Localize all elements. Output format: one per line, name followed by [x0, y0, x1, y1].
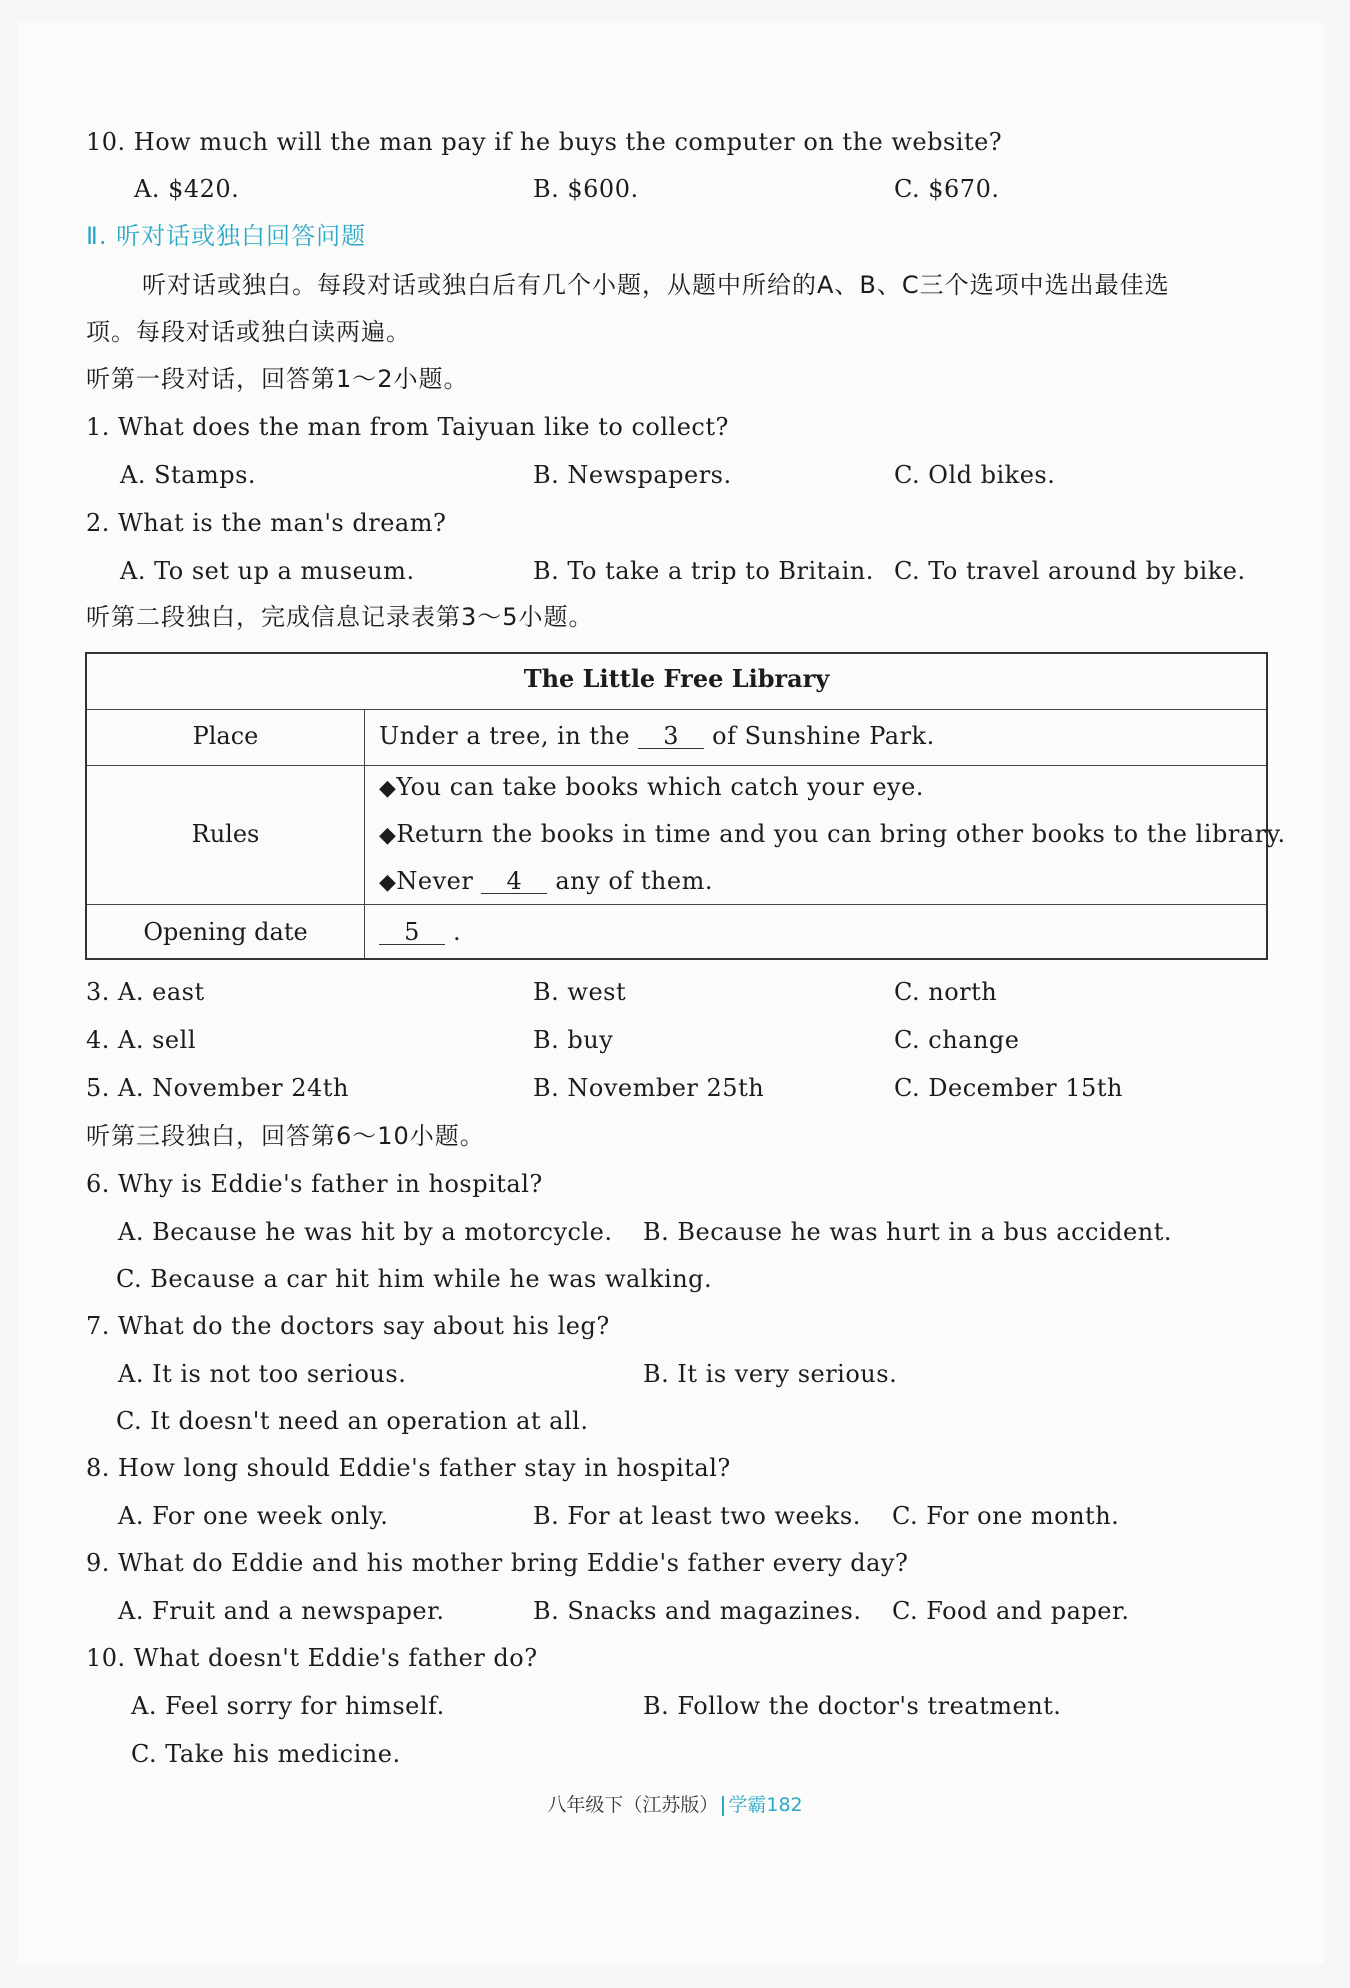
option-b: B. To take a trip to Britain. — [533, 557, 874, 585]
blank-4: 4 — [481, 869, 547, 894]
rule-1 — [379, 773, 924, 801]
footer-grade: 八年级下（江苏版） — [547, 1794, 719, 1816]
option-c: C. It doesn't need an operation at all. — [116, 1407, 589, 1435]
option-b: B. Newspapers. — [533, 461, 732, 489]
option-b: B. Snacks and magazines. — [533, 1597, 862, 1625]
question-9: 9. What do Eddie and his mother bring Eddie's father every day? — [86, 1549, 909, 1577]
option-a: A. To set up a museum. — [120, 557, 415, 585]
option-b: B. buy — [533, 1026, 614, 1054]
option-c: C. December 15th — [894, 1074, 1123, 1102]
option-c: C. To travel around by bike. — [894, 557, 1246, 585]
instruction-line-2: 项。每段对话或独白读两遍。 — [86, 318, 411, 346]
question-4-option-a: 4. A. sell — [86, 1026, 196, 1054]
option-a: A. It is not too serious. — [118, 1360, 407, 1388]
question-8: 8. How long should Eddie's father stay in hospital? — [86, 1454, 731, 1482]
option-b: B. west — [533, 978, 627, 1006]
option-c: C. For one month. — [892, 1502, 1120, 1530]
table-column-divider — [364, 709, 365, 958]
opening-date-cell — [379, 918, 461, 946]
place-label: Place — [192, 722, 259, 750]
page-number: 182 — [766, 1794, 803, 1816]
instruction-line-1: 听对话或独白。每段对话或独白后有几个小题，从题中所给的A、B、C三个选项中选出最佳选 — [142, 271, 1170, 299]
diamond-bullet-icon: ◆ — [379, 776, 397, 801]
blank-5: 5 — [379, 920, 445, 945]
option-b: B. November 25th — [533, 1074, 765, 1102]
option-b: B. Because he was hurt in a bus accident. — [643, 1218, 1172, 1246]
option-a: A. Because he was hit by a motorcycle. — [118, 1218, 613, 1246]
option-c: C. Old bikes. — [894, 461, 1056, 489]
rule-2-text: Return the books in time and you can bring other books to the library. — [396, 820, 1286, 848]
table-divider — [87, 709, 1266, 710]
option-c: C. Food and paper. — [892, 1597, 1130, 1625]
diamond-bullet-icon: ◆ — [379, 823, 397, 848]
section-title: Ⅱ. 听对话或独白回答问题 — [86, 222, 367, 250]
footer-divider — [722, 1796, 724, 1816]
question-10: 10. What doesn't Eddie's father do? — [86, 1644, 538, 1672]
place-cell — [379, 722, 935, 750]
option-b: B. Follow the doctor's treatment. — [643, 1692, 1062, 1720]
question-6: 6. Why is Eddie's father in hospital? — [86, 1170, 543, 1198]
rule-1-text: You can take books which catch your eye. — [396, 773, 924, 801]
question-1: 1. What does the man from Taiyuan like to collect? — [86, 413, 729, 441]
option-a: A. Fruit and a newspaper. — [118, 1597, 445, 1625]
option-b: B. It is very serious. — [643, 1360, 898, 1388]
rule-3 — [379, 867, 713, 895]
info-table — [85, 652, 1286, 960]
place-text-after: of Sunshine Park. — [712, 722, 935, 750]
option-c: C. change — [894, 1026, 1020, 1054]
option-a: A. Feel sorry for himself. — [131, 1692, 445, 1720]
option-c: C. Take his medicine. — [131, 1740, 401, 1768]
option-a: A. For one week only. — [118, 1502, 389, 1530]
option-b: B. $600. — [533, 175, 639, 203]
part3-heading: 听第三段独白，回答第6～10小题。 — [86, 1122, 485, 1150]
rule-3-text-after: any of them. — [555, 867, 713, 895]
rules-label: Rules — [191, 820, 260, 848]
question-10-top: 10. How much will the man pay if he buys the computer on the website? — [86, 128, 1003, 156]
option-a: A. $420. — [134, 175, 240, 203]
question-5-option-a: 5. A. November 24th — [86, 1074, 349, 1102]
option-a: A. Stamps. — [120, 461, 257, 489]
footer-brand: 学霸 — [728, 1794, 767, 1816]
opening-date-label: Opening date — [143, 918, 308, 946]
page-footer — [0, 1790, 1350, 1817]
table-title: The Little Free Library — [523, 664, 830, 693]
question-3-option-a: 3. A. east — [86, 978, 205, 1006]
part1-heading: 听第一段对话，回答第1～2小题。 — [86, 365, 469, 393]
part2-heading: 听第二段独白，完成信息记录表第3～5小题。 — [86, 603, 594, 631]
diamond-bullet-icon: ◆ — [379, 870, 397, 895]
option-c: C. Because a car hit him while he was walking. — [116, 1265, 713, 1293]
blank-3: 3 — [638, 724, 704, 749]
option-c: C. north — [894, 978, 998, 1006]
option-c: C. $670. — [894, 175, 1000, 203]
question-2: 2. What is the man's dream? — [86, 509, 447, 537]
rule-3-text-before: Never — [396, 867, 474, 895]
place-text-before: Under a tree, in the — [379, 722, 631, 750]
rule-2 — [379, 820, 1286, 848]
table-divider — [87, 765, 1266, 766]
option-b: B. For at least two weeks. — [533, 1502, 861, 1530]
table-divider — [87, 904, 1266, 905]
opening-date-period: . — [453, 918, 462, 946]
question-7: 7. What do the doctors say about his leg? — [86, 1312, 610, 1340]
